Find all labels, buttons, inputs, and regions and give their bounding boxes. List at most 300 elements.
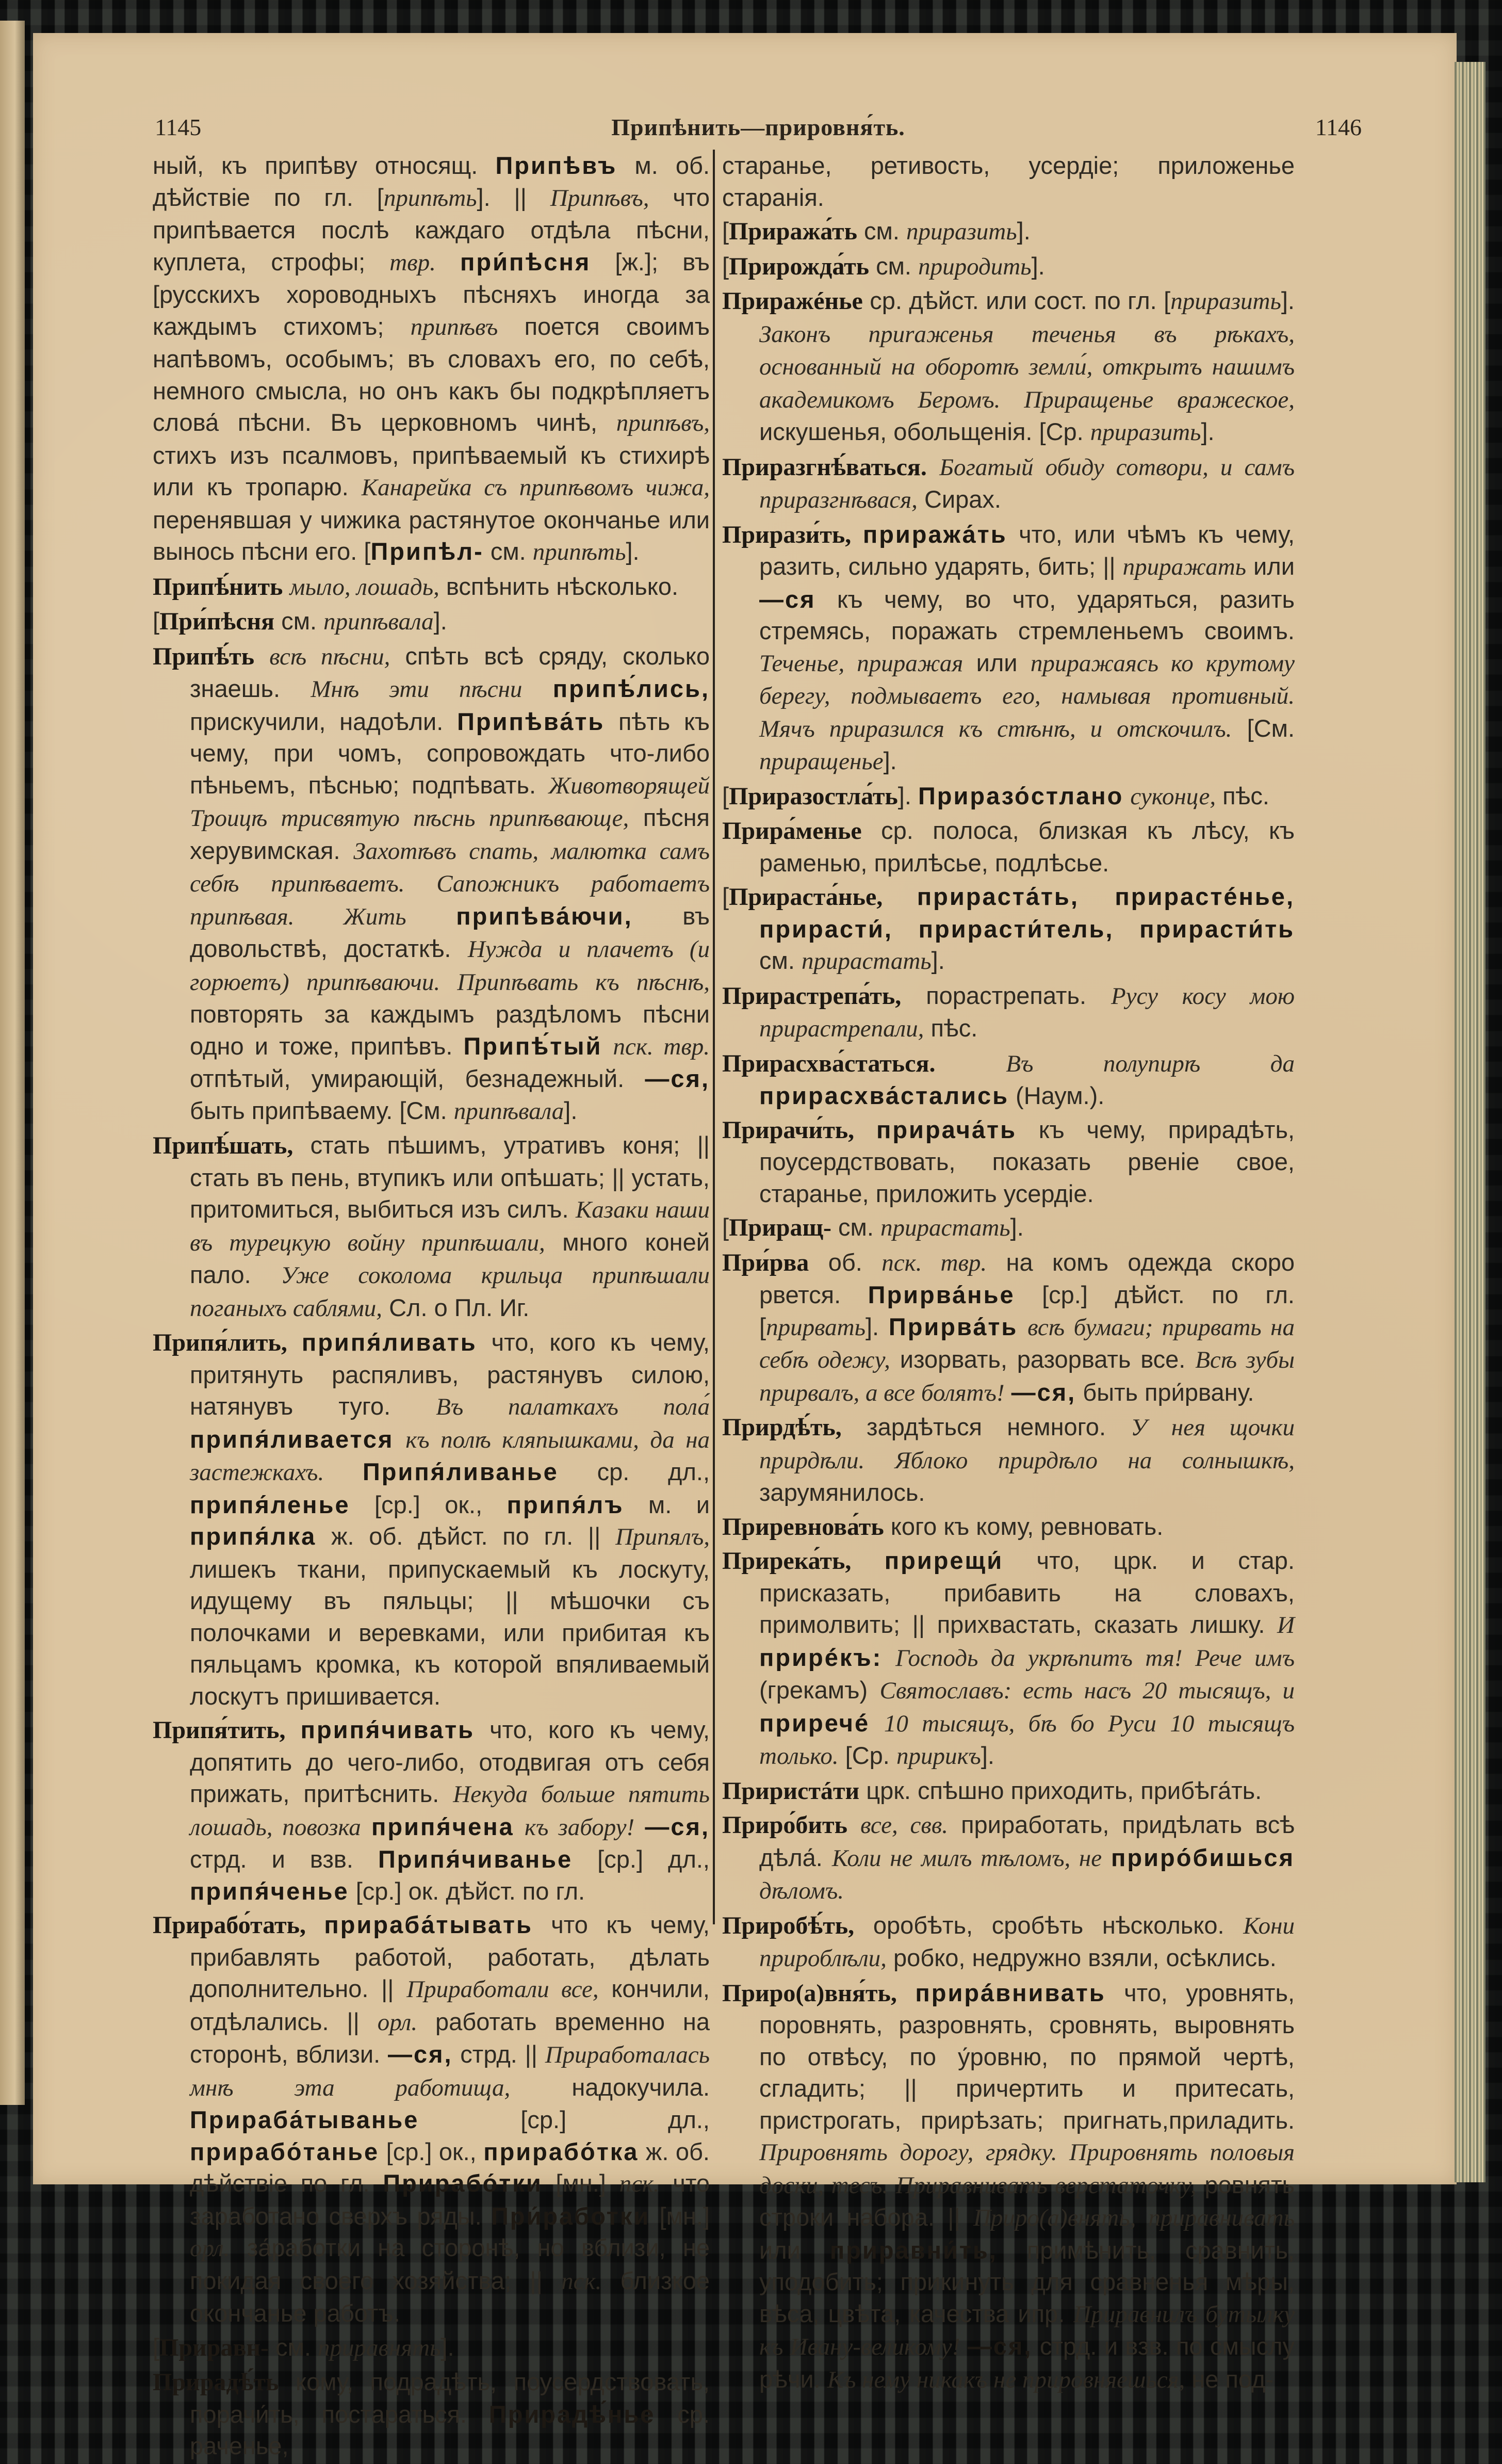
example-italic: пск. твр. (881, 1249, 987, 1276)
dictionary-entry (722, 1545, 1295, 1773)
headword: При́пѣсня (159, 608, 275, 635)
definition-text (324, 1458, 363, 1485)
definition-text: работать временно на сторонѣ, вблизи. (190, 2007, 710, 2068)
definition-text (286, 1716, 301, 1743)
definition-text: ж. об. дѣйст. по гл. || (316, 1522, 616, 1550)
definition-text: быть при́рвану. (1076, 1378, 1254, 1406)
derived-form: при́пѣсня (460, 248, 591, 275)
definition-text: см. (869, 252, 919, 280)
example-italic: приражаясь ко крутому берегу, подмываетъ его, намывая противный. Мячъ приразился къ стѣнѣ, и отскочилъ. (759, 650, 1295, 742)
definition-text: отпѣтый, умирающій, безнадежный. (190, 1065, 645, 1092)
example-italic: приравнять (318, 2334, 441, 2361)
definition-text: что, уровнять, поровнять, разровнять, сровнять, выровнять по отвѣсу, по у́ровню, по прямой чертѣ, сгладить; || причертить и притесать, пристрогать, прирѣзать; пригнать,приладить. (759, 1979, 1295, 2134)
definition-text (851, 521, 863, 548)
dictionary-entry (722, 250, 1295, 283)
derived-form: припя́ливать (301, 1328, 477, 1356)
dictionary-entry (722, 881, 1295, 978)
headword: Припѣ́шать, (153, 1132, 293, 1159)
definition-text: поется своимъ напѣвомъ, особымъ; въ словахъ его, по себѣ, немного смысла, но онъ какъ бы подкрѣпляетъ слова́ пѣсни. Въ церковномъ чинѣ, (153, 312, 710, 436)
example-italic: пск. (619, 2170, 660, 2197)
headword: Приража́ть (729, 218, 857, 245)
definition-text (1123, 782, 1130, 809)
definition-text: пѣсня херувимская. (190, 804, 710, 864)
dictionary-entry (722, 215, 1295, 248)
example-italic: Припѣвъ, (550, 184, 649, 212)
dictionary-entry (722, 1977, 1295, 2396)
headword: Прираста́нье, (729, 883, 883, 911)
example-italic: приразить (1170, 288, 1281, 315)
example-italic: пск. твр. (613, 1033, 710, 1060)
facing-page-edge (0, 21, 25, 2105)
derived-form: Припя́чиванье (378, 1845, 573, 1873)
definition-text (394, 1425, 405, 1453)
headword: Приро(а)вня́ть, (722, 1979, 897, 2007)
headword: Прира́менье (722, 817, 862, 845)
definition-text: не под- (1185, 2365, 1274, 2393)
derived-form: прирéкъ: (759, 1643, 883, 1671)
dictionary-entry (722, 1047, 1295, 1112)
definition-text: (грекамъ) (759, 1676, 880, 1704)
derived-form: Припя́ливанье (363, 1458, 559, 1485)
headword: Приристáти (722, 1777, 860, 1805)
definition-text: ]. (1010, 1213, 1024, 1241)
definition-text: ]. (1017, 217, 1031, 245)
definition-text (847, 1811, 860, 1838)
example-italic: Захотѣвъ спать, малютка самъ себѣ припѣваетъ. Сапожникъ работаетъ припѣвая. Жить (190, 837, 710, 930)
example-italic: приразить (1090, 419, 1201, 446)
definition-text: пѣть къ чему, при чомъ, сопровождать что-либо пѣньемъ, пѣснью; подпѣвать. (190, 707, 710, 799)
headword: Прирасхва́статься. (722, 1049, 936, 1077)
derived-form: Прираба́тыванье (190, 2106, 419, 2133)
example-italic: пририкъ (896, 1743, 981, 1770)
definition-text: [ср.] дѣйст. по гл. [ (759, 1281, 1295, 1340)
example-italic: Къ нему никакъ не прировняешься, (827, 2366, 1185, 2393)
example-italic: У нея щочки прирдѣли. Яблоко прирдѣло на солнышкѣ, (759, 1414, 1295, 1474)
definition-text (927, 453, 939, 480)
headword: При́рва (722, 1249, 809, 1276)
definition-text (306, 1911, 324, 1938)
definition-text: зарумянилось. (759, 1479, 925, 1506)
definition-text: зардѣться немного. (841, 1413, 1131, 1440)
example-italic: Припялъ, (615, 1523, 710, 1550)
dictionary-entry (153, 1129, 710, 1324)
definition-text: на комъ одежда скоро рвется. (759, 1248, 1295, 1308)
definition-text: ср. дѣйст. или сост. по гл. [ (862, 287, 1171, 314)
definition-text: много коней пало. (190, 1228, 710, 1288)
definition-text: порастрепать. (901, 981, 1111, 1009)
derived-form: прирабо́тка (483, 2137, 639, 2165)
definition-text (634, 1813, 645, 1840)
example-italic: И (1277, 1612, 1295, 1639)
definition-text: см. (759, 947, 802, 974)
example-italic: Приработалась мнѣ эта работища, (190, 2041, 710, 2101)
definition-text: стихъ изъ псалмовъ, припѣваемый къ стихирѣ или къ тропарю. (153, 441, 710, 500)
headword: Прирожда́ть (729, 252, 870, 280)
definition-text: м. об. дѣйствіе по гл. [ (153, 152, 710, 211)
example-italic: Приро(а)внять, приравнивать (973, 2204, 1295, 2231)
derived-form: прирещи́ (884, 1547, 1004, 1574)
definition-text: см. (274, 607, 324, 635)
definition-text: прискучили, надоѣли. (190, 707, 458, 735)
definition-text: ]. (883, 747, 897, 774)
definition-text: об. (809, 1248, 882, 1276)
definition-text: примѣнить, сравнить, уподобить; прикинуть для сравненья мѣры, вѣса, цвѣта, качества ипр. (759, 2236, 1295, 2327)
page-number-right: 1146 (1315, 114, 1362, 140)
definition-text: ]. (897, 782, 918, 809)
page-number-left: 1145 (155, 114, 202, 140)
definition-text: или (963, 649, 1031, 676)
dictionary-entry (722, 1211, 1295, 1244)
headword: Прирадѣ́ть (153, 2369, 279, 2396)
definition-text: кому, подрадѣть, поусердствовать, порачи́ть, постараться. (190, 2368, 710, 2428)
example-italic: 10 тысящъ, бѣ бо Руси 10 тысящъ только. (759, 1710, 1295, 1770)
definition-text: [ (153, 607, 160, 635)
definition-text (1102, 1844, 1111, 1871)
definition-text: см. (483, 538, 533, 565)
definition-text: изорвать, разорвать все. (890, 1346, 1196, 1373)
derived-form: —ся, (645, 1065, 710, 1092)
definition-text: ср. раченье, (190, 2400, 710, 2459)
definition-text: ]. (564, 1096, 578, 1124)
headword: Припѣ́нить (153, 573, 283, 601)
dictionary-entry (153, 571, 710, 604)
dictionary-entry (722, 980, 1295, 1045)
definition-text (283, 573, 289, 600)
derived-form: —ся, (645, 1812, 710, 1840)
definition-text: ]. (440, 2333, 454, 2361)
definition-text: ср. дл., (558, 1458, 710, 1485)
headword: Прирабо́тать, (153, 1911, 306, 1939)
definition-text: что, кого къ чему, притянуть распяливъ, растянувъ силою, натянувъ туго. (190, 1328, 710, 1420)
definition-text: [мн.] (542, 2169, 619, 2197)
dictionary-entry (722, 285, 1295, 449)
definition-text: ]. || (477, 183, 550, 211)
dictionary-entry (722, 815, 1295, 879)
definition-text (897, 1979, 915, 2006)
dictionary-entry (722, 780, 1295, 813)
definition-text: что, кого къ чему, допятить до чего-либо, отодвигая отъ себя прижать, притѣснить. (190, 1716, 710, 1807)
definition-text: ]. (1201, 418, 1215, 445)
dictionary-entry (153, 1714, 710, 1907)
headword: Припя́лить, (153, 1329, 287, 1356)
example-italic: Законъ приraженья теченья въ рѣкахъ, основанный на оборотѣ земли́, открытъ нашимъ академикомъ Беромъ. Приращенье вражеское, (759, 320, 1295, 413)
definition-text: быть припѣваему. [См. (190, 1096, 454, 1124)
definition-text (882, 1644, 895, 1671)
example-italic: Въ палаткахъ пола́ (436, 1393, 710, 1420)
dictionary-entry (722, 1809, 1295, 1907)
entry-continuation (153, 150, 710, 569)
dictionary-entry (722, 1511, 1295, 1543)
derived-form: прирабо́танье (190, 2137, 380, 2165)
derived-form: При́работки (491, 2202, 650, 2230)
example-italic: Коли не милъ тѣломъ, не (831, 1844, 1102, 1872)
definition-text: [ср.] дл., (573, 1845, 710, 1873)
definition-text: оробѣть, сробѣть нѣсколько. (854, 1911, 1244, 1939)
derived-form: —ся (759, 585, 816, 613)
headword: Приражéнье (722, 287, 863, 315)
derived-form: приравни́ть, (829, 2236, 998, 2264)
definition-text (254, 642, 269, 670)
headword: Приразостла́ть (729, 782, 898, 810)
definition-text: стать пѣшимъ, утративъ коня; || стать въ пень, втупикъ или опѣшать; || устать, притомиться, выбиться изъ силъ. (190, 1131, 710, 1223)
example-italic: Въ полупирѣ да (1006, 1050, 1295, 1077)
definition-text (935, 1049, 1006, 1077)
example-italic: Некуда больше пятить лошадь, повозка (190, 1781, 710, 1841)
definition-text: ]. (1031, 252, 1045, 280)
derived-form: припя́ливается (190, 1425, 394, 1453)
definition-text: пѣс. (1216, 782, 1269, 809)
example-italic: всѣ бумаги; прирвать на себѣ одежу, (759, 1314, 1295, 1373)
example-italic: Приравнилъ бутылку къ Ивану-великому! (759, 2300, 1295, 2360)
headword: Прирастрепа́ть, (722, 982, 902, 1010)
definition-text: приработать, придѣлать всѣ дѣла́. (759, 1811, 1295, 1871)
definition-text (851, 1547, 884, 1574)
definition-text (287, 1328, 302, 1356)
dictionary-entry (153, 1909, 710, 2329)
definition-text: [мн.] (650, 2202, 710, 2230)
example-italic: все, свв. (860, 1812, 948, 1839)
definition-text: см. (857, 217, 906, 245)
definition-text: ср. полоса, близкая къ лѣсу, къ раменью, прилѣсье, подлѣсье. (759, 817, 1295, 877)
definition-text: къ чему, прирадѣть, поусердствовать, показать рвеніе свое, старанье, приложить усердіе. (759, 1115, 1295, 1207)
definition-text: въ довольствѣ, достаткѣ. (190, 902, 710, 962)
headword: Прирека́ть, (722, 1547, 852, 1575)
example-italic: Канарейка съ припѣвомъ чижа, (361, 474, 710, 501)
example-italic: приразить (906, 218, 1017, 245)
headword: Пpирдѣ́ть, (722, 1414, 842, 1441)
definition-text: искушенья, обольщенія. [Ср. (759, 418, 1090, 445)
derived-form: припѣва́ючи, (456, 902, 633, 930)
example-italic: приращенье (759, 748, 884, 775)
derived-form: припя́лка (190, 1522, 317, 1550)
definition-text: близкое окончанье работъ. (190, 2266, 710, 2327)
page-edges-stack (1455, 62, 1485, 2182)
definition-text (361, 1813, 371, 1840)
derived-form: прирача́ть (876, 1115, 1017, 1143)
example-italic: припѣвъ (410, 313, 498, 341)
definition-text: [См. (1232, 714, 1295, 742)
definition-text (870, 1709, 884, 1737)
example-italic: припѣвъ, (616, 410, 710, 436)
definition-text (602, 1032, 613, 1060)
headword: Прирази́ть, (722, 521, 852, 548)
example-italic: Богатый обиду сотвори, и самъ приразгнѣвася, (759, 453, 1295, 513)
definition-text: Сирах. (917, 485, 1001, 513)
definition-text: м. и (624, 1490, 710, 1518)
example-italic: суконце, (1130, 783, 1216, 810)
definition-text (436, 248, 460, 275)
headword: Приравн- (159, 2333, 269, 2361)
definition-text: за́работки на сторонѣ, но вблизи, не покидая своего хозяйства; || (190, 2234, 710, 2294)
example-italic: прирвать (766, 1314, 866, 1341)
definition-text: см. (269, 2333, 318, 2361)
headword: Припѣ́ть (153, 642, 255, 670)
example-italic: Казаки наши въ турецкую войну припѣшали, (190, 1196, 710, 1256)
derived-form: Приразо́стлано (918, 782, 1124, 809)
definition-text: [ср.] ок. дѣйст. по гл. (349, 1877, 585, 1905)
dictionary-entry (722, 518, 1295, 778)
definition-text (1018, 1313, 1027, 1340)
dictionary-entry (153, 2331, 710, 2364)
dictionary-entry (153, 640, 710, 1128)
definition-text: (Наум.). (1009, 1082, 1105, 1109)
example-italic: орл. (377, 2008, 418, 2036)
example-italic: Уже соколома крильца припѣшали поганыхъ саблями, (190, 1262, 710, 1322)
derived-form: прирaжа́ть (862, 520, 1007, 548)
example-italic: припѣвала (323, 608, 434, 635)
example-italic: природить (918, 253, 1032, 280)
column-rule (713, 150, 715, 1924)
example-italic: твр. (389, 249, 436, 276)
derived-form: припя́лъ (507, 1490, 624, 1518)
definition-text: спѣть всѣ сряду, сколько знаешь. (190, 642, 710, 702)
derived-form: прираба́тывать (324, 1911, 533, 1938)
example-italic: Господь да укрѣпитъ тя! Рече имъ (895, 1644, 1295, 1672)
left-column (153, 150, 710, 2464)
right-column (722, 150, 1295, 2398)
definition-text: стрд. и взв. (190, 1845, 378, 1873)
definition-text (514, 1813, 525, 1840)
headword: Приро́бить (722, 1811, 847, 1839)
derived-form: Прирва́ть (888, 1312, 1018, 1340)
example-italic: приражать (1122, 554, 1247, 580)
headword: Припя́тить, (153, 1716, 286, 1744)
example-italic: пск. (561, 2267, 602, 2295)
derived-form: приро́бишься (1111, 1843, 1295, 1871)
derived-form: Припѣл- (370, 538, 484, 565)
derived-form: прирáвнивать (915, 1979, 1106, 2006)
derived-form: Припѣ́тый (463, 1032, 602, 1060)
derived-form: Прирва́нье (868, 1281, 1015, 1308)
definition-text: [ (722, 217, 729, 245)
definition-text: [Ср. (838, 1742, 896, 1769)
derived-form: прирасхва́стались (759, 1082, 1009, 1109)
definition-text: робко, недружно взяли, осѣклись. (886, 1944, 1277, 1971)
derived-form: припя́чена (371, 1812, 514, 1840)
example-italic: орл. (190, 2235, 230, 2262)
example-italic: Приработали все, (406, 1976, 599, 2003)
dictionary-entry (153, 2366, 710, 2462)
example-italic: къ полѣ кляпышками, да на застежкахъ. (190, 1426, 710, 1486)
derived-form: Прирадѣ́нье (488, 2400, 656, 2428)
definition-text: что, или чѣмъ къ чему, разить, сильно ударять, бить; || (759, 520, 1295, 580)
definition-text: надокучила. (510, 2073, 710, 2101)
derived-form: припѣ́лись, (552, 675, 710, 702)
definition-text (522, 675, 552, 702)
definition-text: вспѣнить нѣсколько. (439, 572, 679, 600)
definition-text (854, 1116, 876, 1143)
headword: Приращ- (729, 1214, 831, 1241)
example-italic: припѣть (532, 539, 626, 565)
definition-text (406, 902, 456, 930)
definition-text: [ (722, 782, 729, 809)
definition-text: или (759, 2236, 830, 2264)
definition-text: что, црк. и стар. присказать, прибавить на словахъ, примолвить; || прихвастать, сказать лишку. (759, 1547, 1295, 1638)
definition-text: [ср.] ок., (350, 1490, 507, 1518)
definition-text: [ (722, 883, 729, 910)
example-italic: Нужда и плачетъ (и горюетъ) припѣваючи. Припѣвать къ пѣснѣ, (190, 936, 710, 996)
derived-form: прираста́ть, прирастéнье, прирасти́, прирасти́тель, прирасти́ть (759, 883, 1295, 943)
definition-text: ровнять строки набора. || (759, 2170, 1295, 2231)
definition-text: стрд. и взв. по смыслу рѣчи. (759, 2332, 1295, 2393)
definition-text: что припѣвается послѣ каждаго отдѣла пѣсни, куплета, строфы; (153, 183, 710, 275)
dictionary-entry (722, 1411, 1295, 1509)
definition-text (883, 883, 917, 910)
headword: Приробѣ́ть, (722, 1911, 855, 1939)
running-head (155, 114, 1362, 144)
definition-text: ный, къ припѣву относящ. (153, 152, 496, 179)
derived-form: Прирабо́тки (383, 2169, 543, 2197)
definition-text: стрд. || (452, 2040, 545, 2068)
entry-continuation (722, 150, 1295, 213)
running-head-title: Припѣнить—прировня́ть. (611, 114, 905, 140)
derived-form: припя́ленье (190, 1490, 350, 1518)
derived-form: —ся, (967, 2332, 1033, 2360)
definition-text (1005, 1379, 1011, 1406)
dictionary-entry (722, 1114, 1295, 1210)
definition-text: что заработано сверхъ ряды. (190, 2169, 710, 2230)
example-italic: мыло, лошадь, (289, 573, 439, 601)
definition-text: [ср.] дл., (419, 2106, 710, 2133)
dictionary-entry (153, 1326, 710, 1712)
definition-text: перенявшая у чижика растянутое окончанье или вынось пѣсни его. [ (153, 506, 710, 565)
definition-text: Сл. о Пл. Иг. (382, 1293, 530, 1321)
derived-form: —ся, (1011, 1378, 1076, 1406)
derived-form: припя́ченье (190, 1877, 349, 1905)
dictionary-entry (722, 1246, 1295, 1409)
definition-text: ]. (865, 1312, 889, 1340)
dictionary-entry (722, 1909, 1295, 1975)
definition-text: ]. (433, 607, 447, 635)
definition-text: см. (831, 1213, 880, 1241)
example-italic: Мнѣ эти пѣсни (311, 676, 523, 703)
derived-form: Припѣвъ (495, 152, 617, 179)
definition-text: пѣс. (924, 1014, 978, 1042)
definition-text (960, 2332, 967, 2360)
definition-text: [ (722, 1213, 729, 1241)
definition-text: [ (153, 2333, 160, 2361)
definition-text: лишекъ ткани, припускаемый къ лоскуту, идущему въ пяльцы; || мѣшочки съ полочками и веревками, или прибитая къ пяльцамъ кромка, къ которой впяливаемый лоскутъ пришивается. (190, 1555, 710, 1710)
example-italic: Всѣ зубы прирвалъ, а все болятъ! (759, 1347, 1295, 1406)
example-italic: дѣломъ. (759, 1877, 844, 1904)
example-italic: Кони прироблѣли, (759, 1912, 1295, 1972)
definition-text: [ср.] ок., (379, 2137, 484, 2165)
headword: Приразгнѣ́ваться. (722, 453, 927, 481)
example-italic: Теченье, приражая (759, 650, 964, 677)
definition-text: къ чему, во что, ударяться, разить стремясь, поражать стремленьемъ своимъ. (759, 585, 1295, 644)
example-italic: Животворящей Троицѣ трисвятую пѣснь припѣвающе, (190, 772, 710, 832)
definition-text: [ (722, 252, 729, 280)
definition-text: ]. (981, 1742, 994, 1769)
example-italic: къ забору! (525, 1813, 635, 1841)
derived-form: Припѣва́ть (457, 707, 605, 735)
definition-text: что къ чему, прибавлять работой, работать, дѣлать дополнительно. || (190, 1911, 710, 2002)
dictionary-entry (153, 605, 710, 638)
derived-form: приречé (759, 1709, 870, 1737)
definition-text: ]. (1281, 287, 1295, 314)
example-italic: прирастать (880, 1214, 1010, 1241)
example-italic: Русу косу мою прирастрепали, (759, 982, 1295, 1042)
definition-text: ]. (931, 947, 945, 974)
derived-form: —ся, (387, 2040, 453, 2068)
example-italic: припѣвала (453, 1097, 564, 1125)
definition-text: кого къ кому, ревновать. (884, 1512, 1164, 1540)
example-italic: прирастать (801, 948, 932, 975)
headword: Приревнова́ть (722, 1513, 884, 1541)
headword: Прирачи́ть, (722, 1116, 855, 1144)
definition-text: кончили, отдѣлались. || (190, 1975, 710, 2035)
dictionary-entry (722, 451, 1295, 516)
